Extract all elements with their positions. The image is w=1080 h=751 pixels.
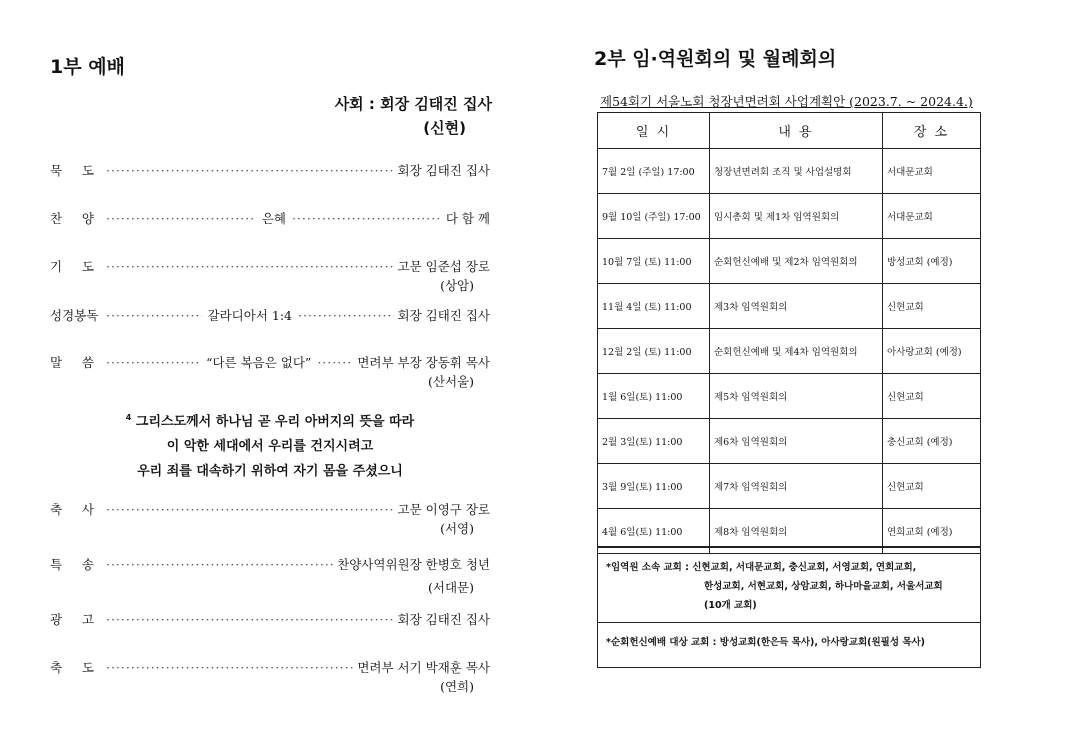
presider-line: 사회 : 회장 김태진 집사 — [334, 95, 492, 113]
table-row — [598, 374, 981, 419]
dot-leader — [298, 308, 394, 323]
cell-date: 12월 2일 (토) 11:00 — [598, 329, 710, 374]
note-line: *임역원 소속 교회 : 신현교회, 서대문교회, 충신교회, 서영교회, 연희교회, — [606, 562, 917, 573]
verse-line: 이 악한 세대에서 우리를 건지시려고 — [166, 439, 374, 455]
order-person: 회장 김태진 집사 — [397, 163, 490, 178]
cell-place: 충신교회 (예정) — [882, 419, 980, 464]
bible-verse — [90, 405, 450, 484]
officer-churches-note — [606, 558, 978, 615]
dot-leader — [317, 355, 353, 370]
order-item-silent-prayer — [50, 160, 490, 180]
note-line: 한성교회, 서현교회, 상암교회, 하나마을교회, 서울서교회 — [704, 581, 943, 592]
cell-content: 순회헌신예배 및 제2차 임역원회의 — [710, 239, 883, 284]
cell-content: 제8차 임역원회의 — [710, 509, 883, 554]
cell-content: 제6차 임역원회의 — [710, 419, 883, 464]
order-item-congratulatory — [50, 499, 490, 519]
cell-content: 제3차 임역원회의 — [710, 284, 883, 329]
cell-content: 제7차 임역원회의 — [710, 464, 883, 509]
table-row — [598, 329, 981, 374]
verse-number: 4 — [125, 413, 132, 422]
table-row — [598, 149, 981, 194]
order-person: 면려부 부장 장동휘 목사 — [357, 355, 490, 370]
notes-box — [597, 546, 981, 668]
dot-leader — [106, 557, 333, 572]
order-person: 찬양사역위원장 한병호 청년 — [337, 557, 490, 572]
table-row — [598, 239, 981, 284]
cell-date: 9월 10일 (주일) 17:00 — [598, 194, 710, 239]
order-item-sermon — [50, 352, 490, 372]
dot-leader — [106, 612, 394, 627]
order-church: (상암) — [440, 278, 474, 293]
table-row — [598, 194, 981, 239]
cell-place: 신현교회 — [882, 284, 980, 329]
dot-leader — [106, 660, 353, 675]
order-label: 특 송 — [50, 557, 94, 572]
header-date: 일 시 — [598, 113, 710, 149]
order-label: 성경봉독 — [50, 308, 99, 323]
order-item-special-song — [50, 554, 490, 574]
order-middle: 갈라디아서 1:4 — [207, 308, 292, 323]
order-item-announcements — [50, 609, 490, 629]
part1-title: 1부 예배 — [50, 56, 125, 78]
order-middle: “다른 복음은 없다” — [206, 355, 312, 370]
cell-place: 아사랑교회 (예정) — [882, 329, 980, 374]
order-person: 고문 이영구 장로 — [397, 502, 490, 517]
note-line: (10개 교회) — [704, 600, 757, 611]
cell-place: 연희교회 (예정) — [882, 509, 980, 554]
plan-title: 제54회기 서울노회 청장년면려회 사업계획안 (2023.7. ~ 2024.4.) — [600, 94, 973, 109]
order-church: (산서울) — [428, 374, 474, 389]
order-label: 축 도 — [50, 660, 94, 675]
order-church: (서영) — [440, 521, 474, 536]
schedule-table — [597, 112, 981, 554]
table-row — [598, 464, 981, 509]
dot-leader — [106, 211, 256, 226]
dot-leader — [292, 211, 442, 226]
order-church: (연희) — [440, 679, 474, 694]
order-label: 축 사 — [50, 502, 94, 517]
cell-place: 방성교회 (예정) — [882, 239, 980, 284]
cell-content: 순회헌신예배 및 제4차 임역원회의 — [710, 329, 883, 374]
cell-date: 2월 3일(토) 11:00 — [598, 419, 710, 464]
cell-place: 서대문교회 — [882, 149, 980, 194]
cell-place: 서대문교회 — [882, 194, 980, 239]
cell-date: 10월 7일 (토) 11:00 — [598, 239, 710, 284]
cell-place: 신현교회 — [882, 374, 980, 419]
order-label: 기 도 — [50, 259, 94, 274]
order-person: 회장 김태진 집사 — [397, 612, 490, 627]
order-middle: 은혜 — [261, 211, 286, 226]
order-label: 말 씀 — [50, 355, 94, 370]
header-place: 장 소 — [882, 113, 980, 149]
dot-leader — [106, 502, 394, 517]
order-label: 묵 도 — [50, 163, 94, 178]
dot-leader — [106, 259, 394, 274]
header-content: 내 용 — [710, 113, 883, 149]
order-person: 고문 임준섭 장로 — [397, 259, 490, 274]
table-row — [598, 284, 981, 329]
verse-line: 그리스도께서 하나님 곧 우리 아버지의 뜻을 따라 — [135, 414, 415, 430]
order-person: 회장 김태진 집사 — [397, 308, 491, 323]
order-item-prayer — [50, 256, 490, 276]
cell-place: 신현교회 — [882, 464, 980, 509]
cell-date: 1월 6일(토) 11:00 — [598, 374, 710, 419]
presider-church: (신현) — [423, 119, 466, 137]
order-item-scripture — [50, 305, 490, 325]
order-church: (서대문) — [428, 580, 474, 595]
order-label: 찬 양 — [50, 211, 94, 226]
verse-line: 우리 죄를 대속하기 위하여 자기 몸을 주셨으니 — [137, 464, 403, 480]
presider — [335, 92, 492, 140]
table-header-row — [598, 113, 981, 149]
cell-content: 청장년면려회 조직 및 사업설명회 — [710, 149, 883, 194]
cell-date: 3월 9일(토) 11:00 — [598, 464, 710, 509]
table-row — [598, 419, 981, 464]
cell-date: 11월 4일 (토) 11:00 — [598, 284, 710, 329]
cell-date: 7월 2일 (주일) 17:00 — [598, 149, 710, 194]
order-item-benediction — [50, 657, 490, 677]
order-item-praise — [50, 208, 490, 228]
cell-date: 4월 6일(토) 11:00 — [598, 509, 710, 554]
dot-leader — [106, 355, 200, 370]
order-label: 광 고 — [50, 612, 94, 627]
order-person: 다 함 께 — [445, 211, 490, 226]
order-person: 면려부 서기 박재훈 목사 — [357, 660, 490, 675]
tour-worship-note: *순회헌신예배 대상 교회 : 방성교회(한은득 목사), 아사랑교회(원필성 목사) — [606, 637, 926, 648]
dot-leader — [106, 163, 394, 178]
cell-content: 임시총회 및 제1차 임역원회의 — [710, 194, 883, 239]
part2-title: 2부 임·역원회의 및 월례회의 — [594, 48, 837, 70]
cell-content: 제5차 임역원회의 — [710, 374, 883, 419]
dot-leader — [106, 308, 202, 323]
notes-divider — [598, 622, 980, 623]
